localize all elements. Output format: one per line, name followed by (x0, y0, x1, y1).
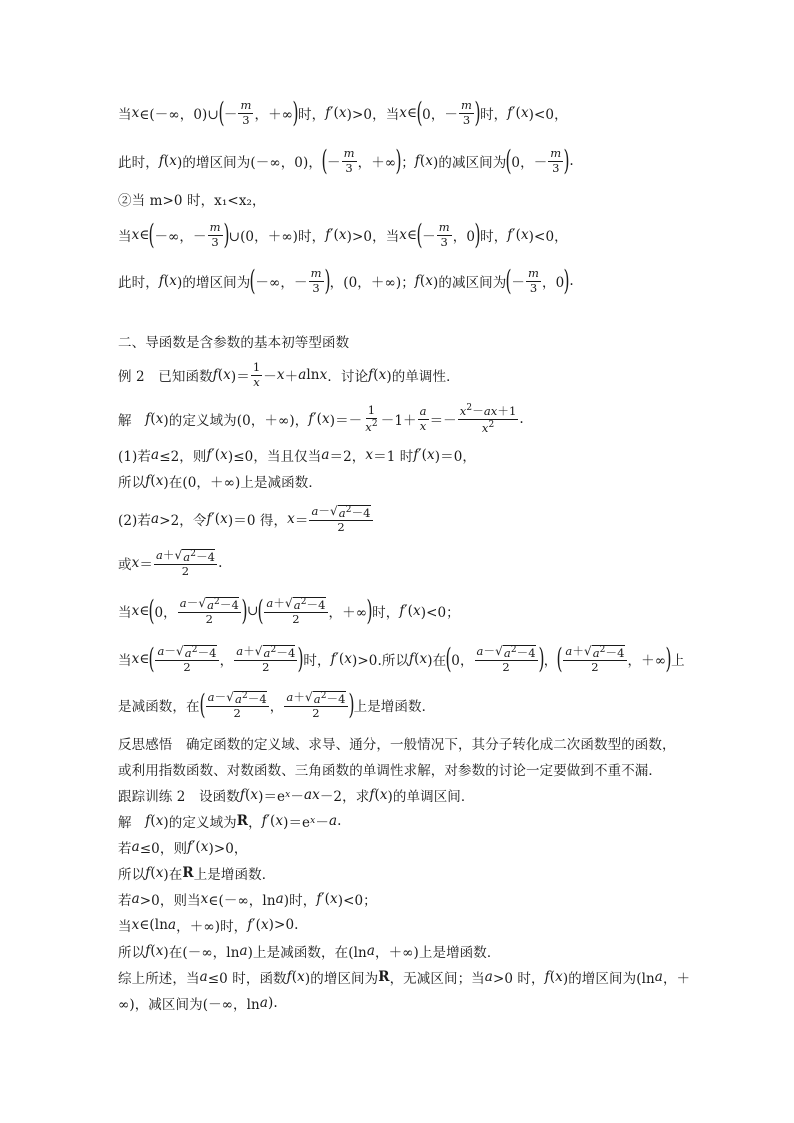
line-case2-monotonic: 当 x ∈ ( －∞，－ $\frac{m}{3}$ ) ∪(0，＋∞)时， f ′( x )>0，当 x ∈ ( － $\frac{m}{3}$ ，0 ) 时， f ′( x )<0， (118, 218, 568, 251)
example-2: 例 2 已知函数 f ( x )＝ $\frac{1}{x}$ － x ＋ a ln x ．讨论 f ( x )的单调性． (118, 360, 460, 389)
line-case2-heading: ②当 m>0 时，x₁<x₂， (118, 193, 266, 209)
exercise-solution-6: 所以 f ( x )在(－∞，ln a )上是减函数，在(ln a ，＋∞)上是增函数． (118, 943, 501, 961)
solution-case-1: (1)若 a ≤2，则 f ′( x )≤0，当且仅当 a ＝2， x ＝1 时 f ′( x )＝0， (118, 447, 477, 465)
solution-increasing-range: 当 x ∈ ( a－ √ $a^2-4$ 2 ， a＋ √ $a^2-4$ 2 ) 时， f ′( x )>0.所以 f ( x )在 ( 0， a－ √ $a^2-4$ 2 ) ， ( a＋ √ $a^2-4$ 2 ，＋∞ ) 上 (118, 642, 685, 675)
solution-derivative: 解 f ( x )的定义域为(0，＋∞)， f ′( x )＝－ $\frac{1}{x^2}$ －1＋ $\frac{a}{x}$ ＝－ $\frac{x^2-ax+1}{x^2}$ . (118, 403, 524, 435)
exercise-solution-2: 若 a ≤0，则 f ′( x )>0， (118, 839, 248, 857)
exercise-solution-3: 所以 f ( x )在 R 上是增函数． (118, 865, 276, 883)
exercise-summary-1: 综上所述，当 a ≤0 时，函数 f ( x )的增区间为 R ，无减区间；当 a >0 时， f ( x )的增区间为(ln a ，＋ (118, 969, 691, 987)
solution-case-2: (2)若 a >2，令 f ′( x )＝0 得， x ＝ a－ √ $a^2-4$ 2 (118, 503, 371, 534)
exercise-solution-1: 解 f ( x )的定义域为 R ， f ′( x )＝e x － a . (118, 813, 342, 831)
exercise-2: 跟踪训练 2 设函数 f ( x )＝e x － ax －2，求 f ( x )的单调区间． (118, 787, 475, 805)
solution-case-2-conclusion: 是减函数，在 ( a－ √ $a^2-4$ 2 ， a＋ √ $a^2-4$ 2 ) 上是增函数． (118, 688, 436, 721)
reflection-line-1: 反思感悟 确定函数的定义域、求导、通分，一般情况下，其分子转化成二次函数型的函数， (118, 737, 676, 753)
exercise-solution-4: 若 a >0，则当 x ∈(－∞，ln a )时， f ′( x )<0； (118, 891, 377, 909)
reflection-line-2: 或利用指数函数、对数函数、三角函数的单调性求解，对参数的讨论一定要做到不重不漏． (118, 763, 662, 779)
solution-decreasing-range: 当 x ∈ ( 0， a－ √ $a^2-4$ 2 ) ∪ ( a＋ √ $a^2-4$ 2 ，＋∞ ) 时， f ′( x )<0； (118, 594, 460, 627)
line-case1-intervals: 此时， f ( x )的增区间为(－∞，0)， ( － $\frac{m}{3}$ ，＋∞ ) ； f ( x )的减区间为 ( 0，－ $\frac{m}{3}$ ) . (118, 144, 574, 177)
solution-case-1-conclusion: 所以 f ( x )在(0，＋∞)上是减函数． (118, 473, 322, 491)
exercise-summary-2: ∞)，减区间为(－∞，ln a ). (118, 995, 278, 1013)
line-case2-intervals: 此时， f ( x )的增区间为 ( －∞，－ $\frac{m}{3}$ ) ，(0，＋∞)； f ( x )的减区间为 ( － $\frac{m}{3}$ ，0 ) . (118, 264, 574, 297)
line-case1-monotonic: 当 x ∈(－∞，0)∪ ( － $\frac{m}{3}$ ，＋∞ ) 时， f ′( x )>0，当 x ∈ ( 0，－ $\frac{m}{3}$ ) 时， f ′( x )<0， (118, 96, 568, 129)
section-heading: 二、导函数是含参数的基本初等型函数 (118, 335, 350, 351)
solution-case-2-root: 或 x ＝ a＋ √ $a^2-4$ 2 . (118, 547, 223, 578)
exercise-solution-5: 当 x ∈(ln a ，＋∞)时， f ′( x )>0. (118, 917, 299, 935)
